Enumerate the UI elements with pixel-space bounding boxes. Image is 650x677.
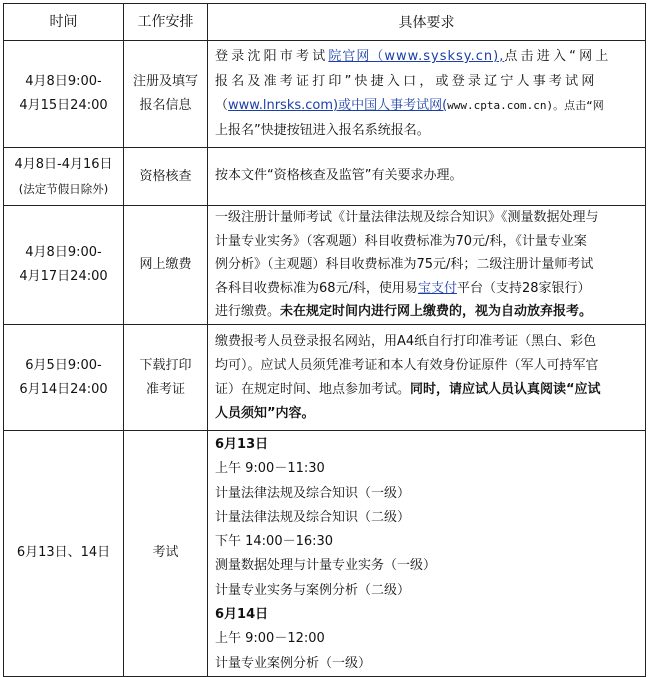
requirements-cell — [208, 206, 646, 325]
table-row — [4, 325, 646, 431]
req-text: 点击进入“网上 — [504, 49, 612, 64]
exam-dates: 6月13日、14日 — [16, 545, 111, 561]
task-line: 资格核查 — [139, 168, 192, 184]
req-line — [215, 94, 639, 119]
exam-schedule-table — [3, 3, 646, 677]
time-start: 4月8日9:00- — [25, 245, 102, 260]
table-row — [4, 148, 646, 206]
requirements-cell — [208, 325, 646, 431]
time-end: 4月17日24:00 — [19, 269, 108, 284]
task-line: 网上缴费 — [139, 257, 192, 272]
time-cell — [4, 148, 124, 206]
task-line: 考试 — [152, 545, 179, 561]
req-line — [215, 300, 639, 324]
header-task: 工作安排 — [124, 4, 208, 41]
task-line: 注册及填写 — [132, 74, 198, 89]
lnrsks-link[interactable]: www.lnrsks.com)或中国人事考试网( — [228, 98, 448, 113]
req-line — [215, 277, 639, 301]
task-line: 准考证 — [145, 381, 185, 397]
exam-session-time: 上午 9:00－12:00 — [215, 631, 325, 647]
payment-warning: 未在规定时间内进行网上缴费的，视为自动放弃报考。 — [280, 304, 593, 320]
req-line — [215, 45, 639, 70]
req-line: 按本文件“资格核查及监管”有关要求办理。 — [215, 168, 463, 184]
header-requirements: 具体要求 — [208, 4, 646, 41]
task-line: 下载打印 — [139, 357, 192, 373]
table-header-row — [4, 4, 646, 41]
time-end: 4月15日24:00 — [19, 98, 108, 113]
exam-subject: 计量专业实务与案例分析（二级） — [215, 582, 411, 598]
req-text: 平台（支持28家银行） — [456, 280, 591, 296]
time-cell — [4, 206, 124, 325]
table-row — [4, 431, 646, 677]
time-start: 4月8日9:00- — [25, 74, 102, 89]
time-cell — [4, 325, 124, 431]
req-line — [215, 378, 639, 402]
sysksy-link[interactable]: 院官网（www.sysksy.cn), — [328, 49, 505, 64]
exam-subject: 计量法律法规及综合知识（二级） — [215, 509, 411, 525]
table-row — [4, 41, 646, 148]
time-cell — [4, 41, 124, 148]
task-cell — [124, 41, 208, 148]
requirements-cell — [208, 41, 646, 148]
time-start: 6月5日9:00- — [25, 357, 102, 373]
req-text: 各科目收费标准为68元/科，使用易 — [215, 280, 418, 296]
header-time: 时间 — [4, 4, 124, 41]
task-cell — [124, 148, 208, 206]
requirements-cell — [208, 148, 646, 206]
req-line: 一级注册计量师考试《计量法律法规及综合知识》《测量数据处理与 — [215, 210, 599, 226]
exam-schedule-cell — [208, 431, 646, 677]
task-cell — [124, 325, 208, 431]
req-line: 计量专业实务》（客观题）科目收费标准为70元/科，《计量专业案 — [215, 233, 587, 249]
req-line: 上报名”快捷按钮进入报名系统报名。 — [215, 122, 430, 138]
task-cell — [124, 206, 208, 325]
exam-subject: 测量数据处理与计量专业实务（一级） — [215, 558, 437, 574]
req-text: 进行缴费。 — [215, 304, 281, 320]
task-cell — [124, 431, 208, 677]
time-note: (法定节假日除外) — [18, 181, 109, 196]
req-text: 证）在规定时间、地点参加考试。 — [215, 381, 411, 397]
exam-day-1: 6月13日 — [215, 437, 269, 452]
req-line — [215, 402, 639, 426]
cpta-url-text: www.cpta.com.cn)。点击“网 — [447, 99, 604, 112]
exam-session-time: 上午 9:00－11:30 — [215, 461, 325, 477]
req-line: 缴费报考人员登录报名网站，用A4纸自行打印准考证（黑白、彩色 — [215, 333, 597, 349]
table-row — [4, 206, 646, 325]
req-text: 登录沈阳市考试 — [215, 49, 329, 64]
time-cell — [4, 431, 124, 677]
task-line: 报名信息 — [139, 98, 192, 113]
req-line: 报名及准考证打印”快捷入口，或登录辽宁人事考试网 — [215, 73, 598, 89]
exam-subject: 计量法律法规及综合知识（一级） — [215, 485, 411, 501]
read-notice-warning: 同时，请应试人员认真阅读“应试 — [410, 381, 601, 397]
yeepay-link[interactable]: 宝支付 — [417, 280, 457, 296]
time-range: 4月8日-4月16日 — [14, 156, 113, 172]
req-line: 例分析》（主观题）科目收费标准为75元/科；二级注册计量师考试 — [215, 257, 594, 273]
exam-day-2: 6月14日 — [215, 607, 269, 623]
exam-subject: 计量专业案例分析（一级） — [215, 655, 372, 671]
req-text: （ — [215, 98, 229, 113]
time-end: 6月14日24:00 — [19, 381, 108, 397]
exam-session-time: 下午 14:00－16:30 — [215, 534, 334, 550]
read-notice-warning: 人员须知”内容。 — [215, 405, 315, 421]
req-line: 均可）。应试人员须凭准考证和本人有效身份证原件（军人可持军官 — [215, 357, 599, 373]
